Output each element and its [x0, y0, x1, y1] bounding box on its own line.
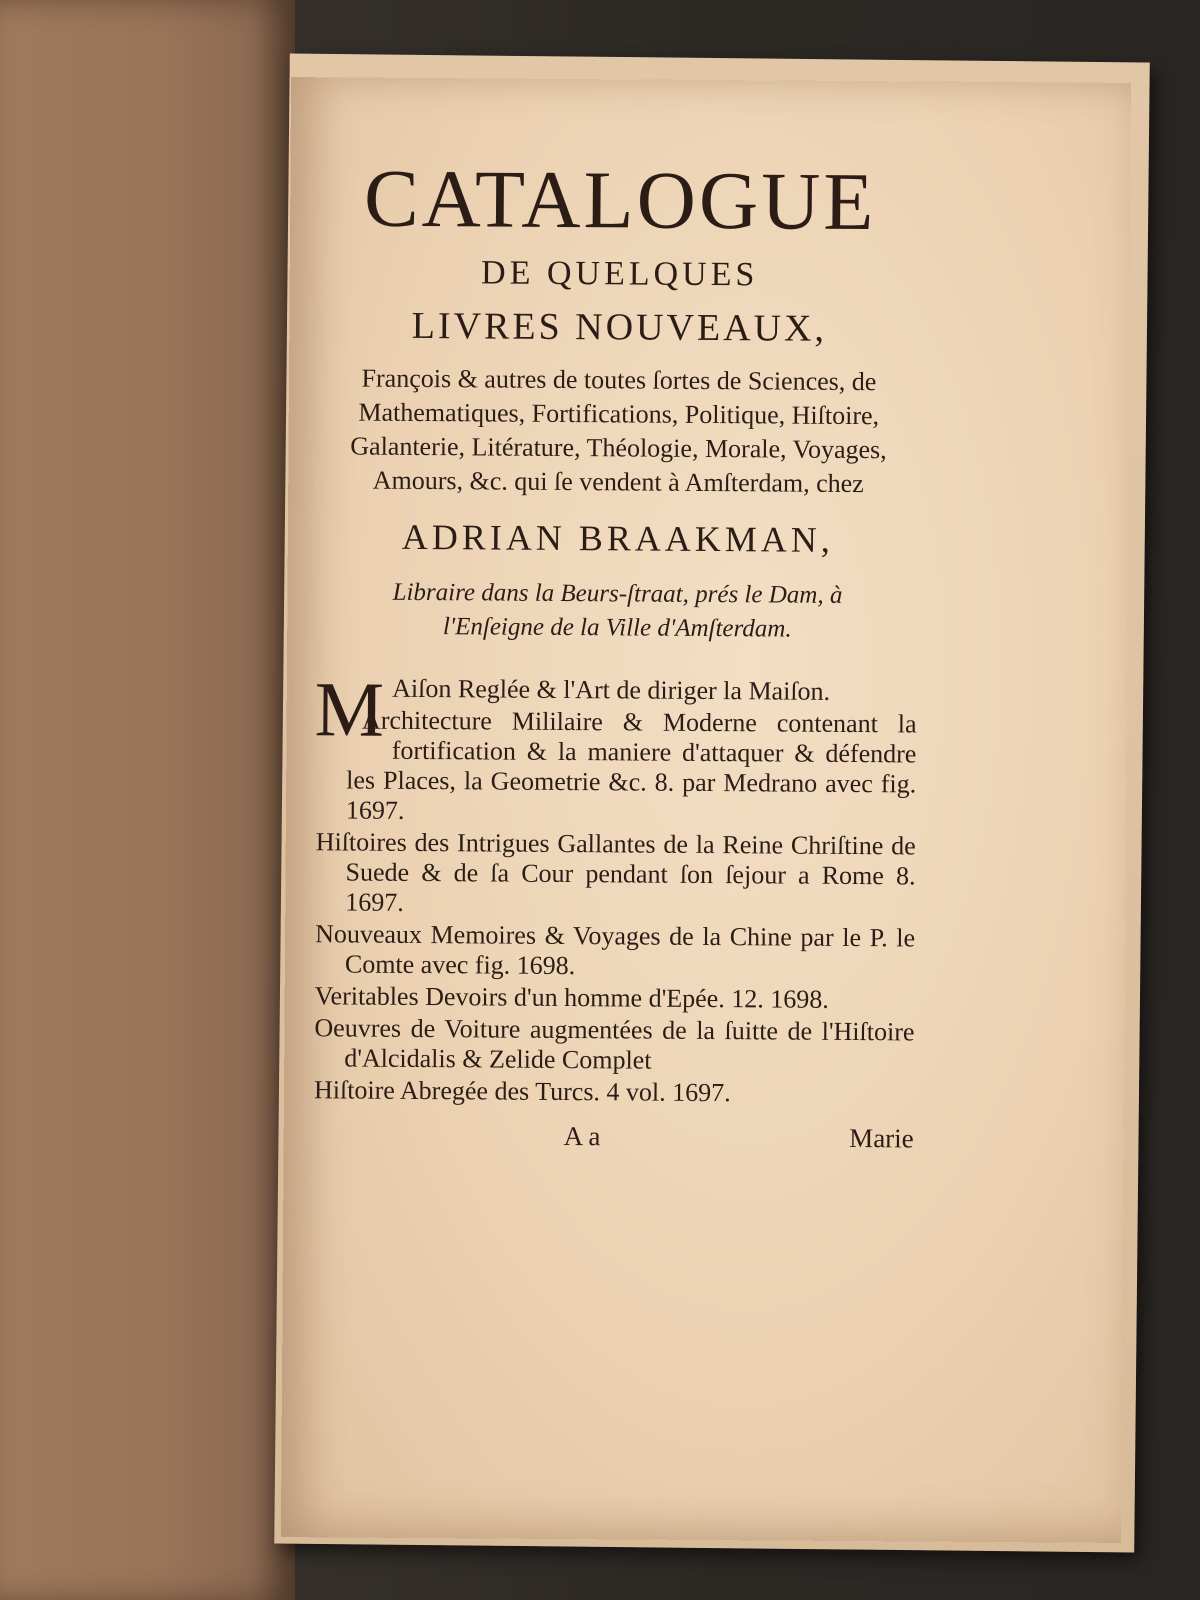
- catalogue-page: [281, 77, 1131, 1543]
- book-list: [313, 665, 917, 1109]
- page-footer: [314, 1119, 914, 1159]
- catchword: Marie: [849, 1123, 914, 1154]
- subtitle-line-1: DE QUELQUES: [480, 254, 759, 294]
- list-item: Architecture Mililaire & Moderne contenant la fortification & la maniere d'attaquer & défendre les Places, la Geometrie &c. 8. par Medrano avec fig. 1697.: [345, 705, 917, 825]
- list-item: Veritables Devoirs d'un homme d'Epée. 12. 1698.: [314, 981, 829, 1014]
- list-item: Hiſtoire Abregée des Turcs. 4 vol. 1697.: [313, 1075, 731, 1108]
- page-text: [313, 152, 921, 1159]
- list-item-text: Aiſon Reglée & l'Art de diriger la Maiſon.: [392, 673, 831, 706]
- list-item: Hiſtoires des Intrigues Gallantes de la Reine Chriſtine de Suede & de ſa Cour pendant ſon ſejour a Rome 8. 1697.: [315, 827, 916, 917]
- publisher-address: [317, 575, 917, 647]
- address-line-2: l'Enſeigne de la Ville d'Amſterdam.: [442, 613, 792, 643]
- list-item: Nouveaux Memoires & Voyages de la Chine par le P. le Comte avec fig. 1698.: [315, 919, 916, 981]
- facing-page: [0, 0, 295, 1600]
- publisher-name: ADRIAN BRAAKMAN,: [401, 516, 835, 560]
- signature-mark: A a: [563, 1121, 601, 1152]
- subtitle-line-2: LIVRES NOUVEAUX,: [411, 304, 828, 350]
- description: François & autres de toutes ſortes de Sciences, de Mathematiques, Fortifications, Politique, Hiſtoire, Galanterie, Litérature, Théologie, Morale, Voyages, Amours, &c. qui ſe vendent à Amſterdam, chez: [350, 363, 887, 499]
- list-item: Oeuvres de Voiture augmentées de la ſuitte de l'Hiſtoire d'Alcidalis & Zelide Complet: [314, 1013, 915, 1075]
- page-title: CATALOGUE: [363, 152, 877, 248]
- drop-cap: M: [314, 665, 385, 753]
- address-line-1: Libraire dans la Beurs-ſtraat, prés le Dam, à: [392, 578, 843, 609]
- list-item: [314, 665, 917, 753]
